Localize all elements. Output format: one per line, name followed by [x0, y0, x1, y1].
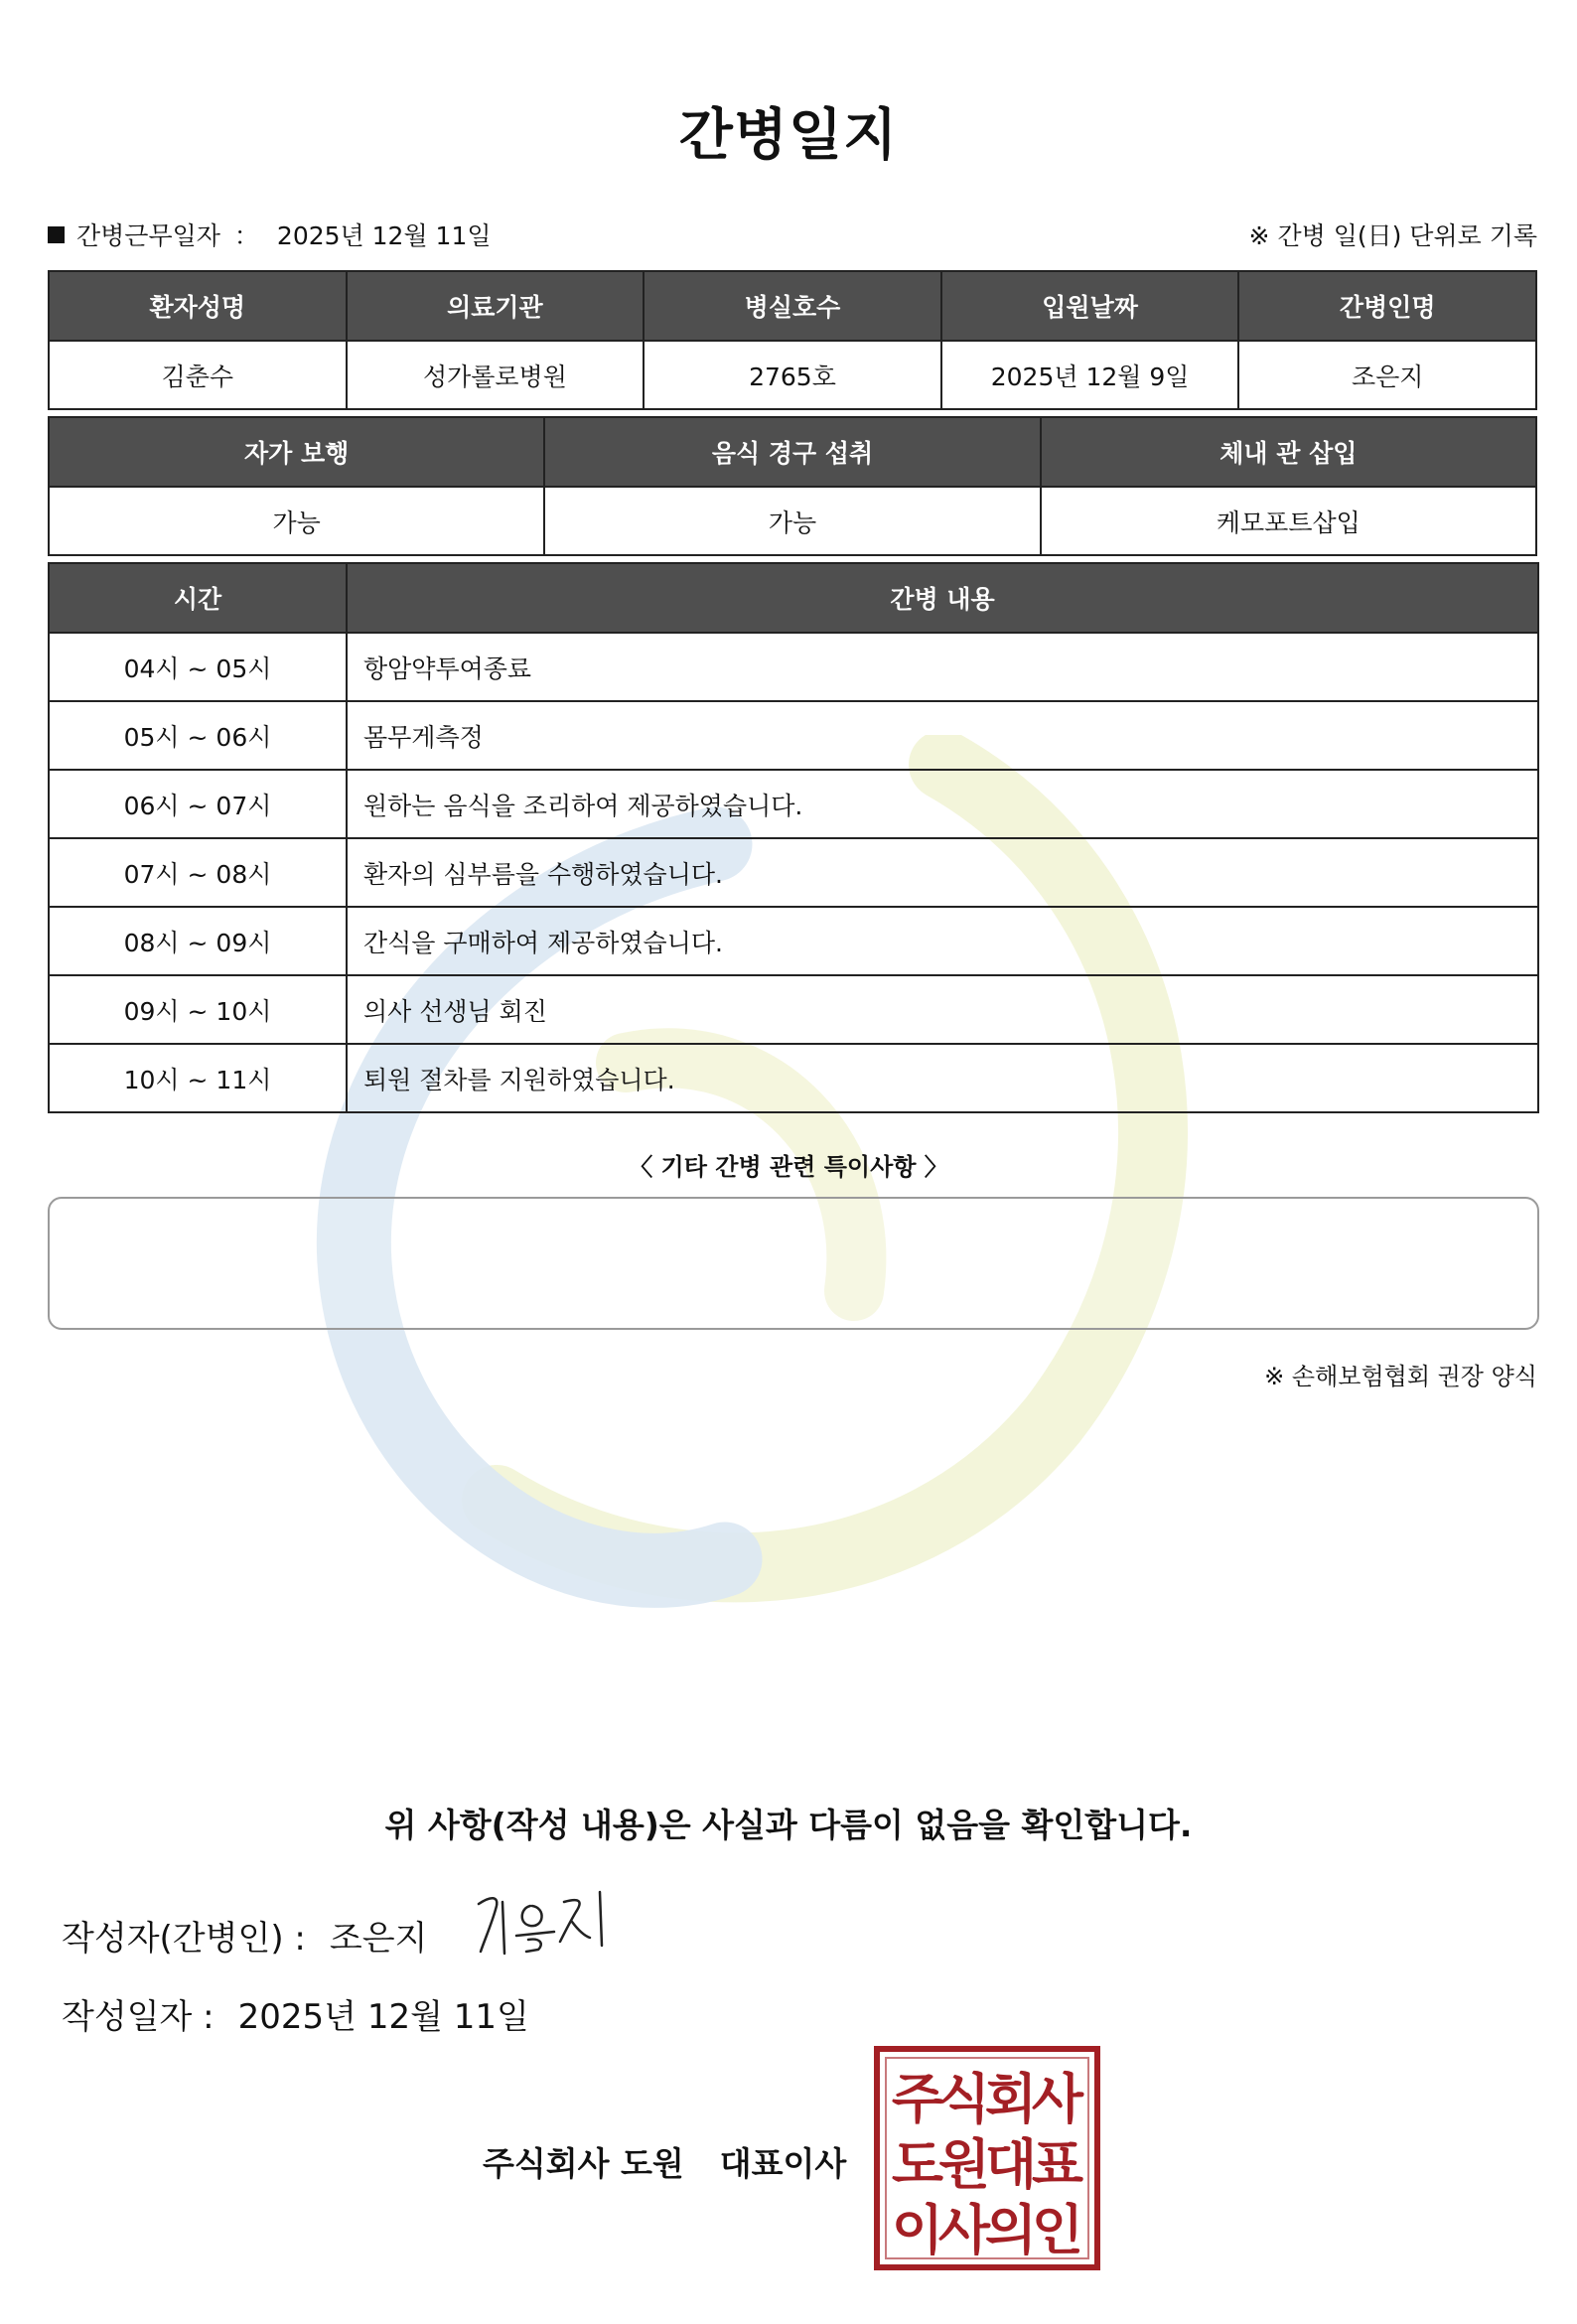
header-tube: 체내 관 삽입	[1041, 417, 1536, 487]
table-row	[49, 701, 1538, 770]
header-hospital: 의료기관	[347, 271, 645, 341]
log-content: 항암약투여종료	[347, 633, 1538, 701]
written-date-line	[62, 1989, 529, 2038]
walking-status: 가능	[49, 487, 544, 555]
admission-date: 2025년 12월 9일	[941, 341, 1239, 409]
header-oral-intake: 음식 경구 섭취	[544, 417, 1040, 487]
unit-note: ※ 간병 일(日) 단위로 기록	[1248, 221, 1537, 250]
header-walking: 자가 보행	[49, 417, 544, 487]
table-row	[49, 907, 1538, 975]
oral-intake-status: 가능	[544, 487, 1040, 555]
confirmation-statement: 위 사항(작성 내용)은 사실과 다름이 없음을 확인합니다.	[384, 1806, 1193, 1844]
svg-text:회: 회	[984, 2068, 1038, 2130]
patient-info-table	[48, 270, 1537, 410]
notes-box	[48, 1197, 1539, 1330]
patient-name: 김춘수	[49, 341, 347, 409]
company-name: 주식회사 도원	[483, 2144, 684, 2183]
representative-title: 대표이사	[719, 2144, 847, 2183]
table-row	[49, 770, 1538, 838]
notes-title: 〈 기타 간병 관련 특이사항 〉	[629, 1153, 948, 1181]
patient-status-table	[48, 416, 1537, 556]
log-content: 환자의 심부름을 수행하였습니다.	[347, 838, 1538, 907]
written-date-label: 작성일자 :	[62, 1997, 215, 2037]
log-time: 04시 ~ 05시	[49, 633, 347, 701]
tube-status: 케모포트삽입	[1041, 487, 1536, 555]
company-seal-stamp	[874, 2046, 1100, 2270]
page-title: 간병일지	[678, 103, 899, 168]
log-time: 05시 ~ 06시	[49, 701, 347, 770]
room-number: 2765호	[644, 341, 941, 409]
log-time: 10시 ~ 11시	[49, 1044, 347, 1112]
log-time: 06시 ~ 07시	[49, 770, 347, 838]
written-date-value: 2025년 12월 11일	[237, 1997, 529, 2037]
log-time: 07시 ~ 08시	[49, 838, 347, 907]
header-time: 시간	[49, 563, 347, 633]
svg-text:인: 인	[1031, 2199, 1084, 2261]
handwritten-signature	[469, 1882, 638, 1971]
log-content: 몸무게측정	[347, 701, 1538, 770]
caregiver-name: 조은지	[1238, 341, 1536, 409]
company-signature-line	[483, 2138, 846, 2185]
svg-text:도: 도	[891, 2133, 944, 2196]
log-time: 08시 ~ 09시	[49, 907, 347, 975]
care-date-label: 간병근무일자	[76, 221, 220, 250]
table-row	[49, 633, 1538, 701]
svg-text:표: 표	[1031, 2133, 1084, 2196]
care-date-line	[48, 217, 492, 252]
care-date-value: 2025년 12월 11일	[276, 221, 492, 250]
care-log-table	[48, 562, 1539, 1113]
svg-text:의: 의	[984, 2199, 1038, 2261]
header-caregiver: 간병인명	[1238, 271, 1536, 341]
table-row	[49, 838, 1538, 907]
hospital: 성가롤로병원	[347, 341, 645, 409]
writer-label: 작성자(간병인) :	[62, 1919, 306, 1959]
header-room: 병실호수	[644, 271, 941, 341]
square-bullet-icon	[48, 226, 65, 243]
svg-text:사: 사	[1031, 2068, 1084, 2130]
log-content: 원하는 음식을 조리하여 제공하였습니다.	[347, 770, 1538, 838]
header-patient-name: 환자성명	[49, 271, 347, 341]
svg-text:주: 주	[891, 2068, 944, 2130]
log-content: 퇴원 절차를 지원하였습니다.	[347, 1044, 1538, 1112]
writer-name: 조은지	[329, 1919, 428, 1959]
table-row	[49, 975, 1538, 1044]
log-content: 의사 선생님 회진	[347, 975, 1538, 1044]
form-recommendation-note: ※ 손해보험협회 권장 양식	[1264, 1363, 1537, 1390]
care-date-colon: ：	[233, 221, 259, 250]
header-care-content: 간병 내용	[347, 563, 1538, 633]
log-content: 간식을 구매하여 제공하였습니다.	[347, 907, 1538, 975]
header-admission-date: 입원날짜	[941, 271, 1239, 341]
svg-text:식: 식	[937, 2068, 991, 2130]
log-time: 09시 ~ 10시	[49, 975, 347, 1044]
svg-text:이: 이	[891, 2199, 944, 2261]
table-row	[49, 1044, 1538, 1112]
svg-text:사: 사	[937, 2199, 991, 2261]
writer-line	[62, 1911, 427, 1960]
svg-text:대: 대	[984, 2133, 1038, 2196]
svg-text:원: 원	[937, 2133, 991, 2196]
